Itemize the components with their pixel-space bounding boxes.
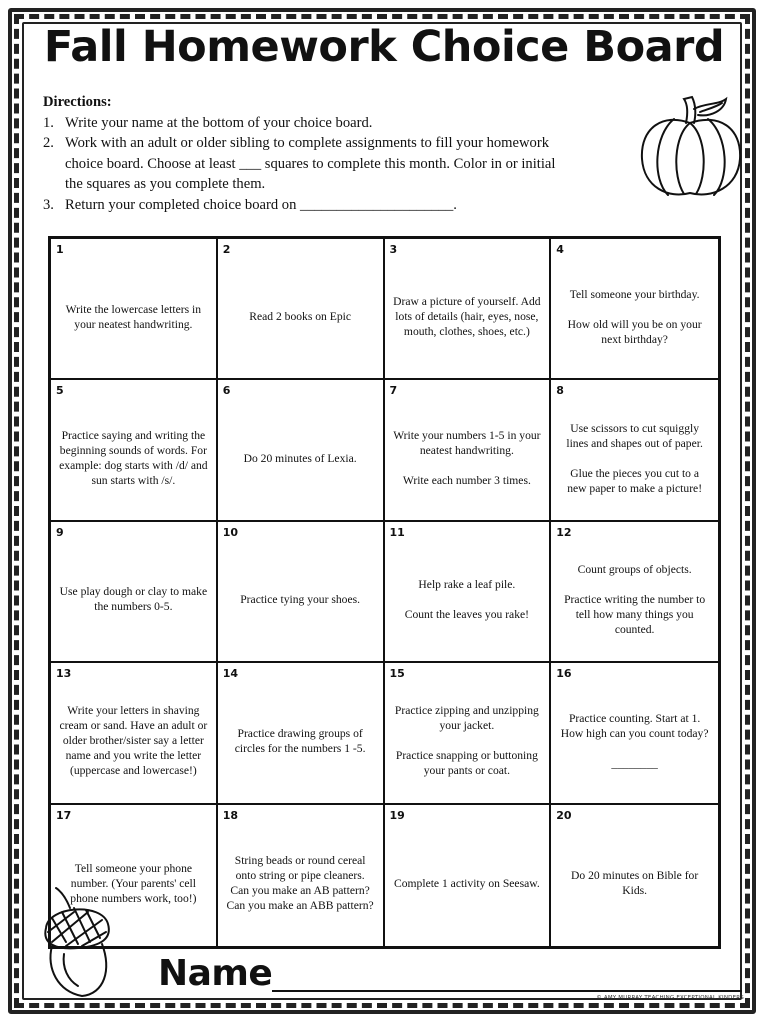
square-number: 1 <box>56 243 64 256</box>
choice-square[interactable] <box>551 522 718 663</box>
square-number: 17 <box>56 808 72 822</box>
choice-square[interactable] <box>551 663 718 804</box>
choice-square[interactable] <box>385 380 552 521</box>
directions <box>43 92 563 215</box>
square-text: Read 2 books on Epic <box>249 310 351 324</box>
copyright-text: © AMY MURRAY TEACHING EXCEPTIONAL KINDERS <box>596 995 744 1001</box>
square-text: Practice saying and writing the beginning sounds of words. For example: dog starts with /d/ and sun starts with /s/. <box>59 429 208 488</box>
direction-item <box>43 195 563 216</box>
square-text: Count groups of objects. Practice writing the number to tell how many things you counted. <box>564 562 706 636</box>
square-number: 18 <box>222 808 239 822</box>
square-text: Practice tying your shoes. <box>240 592 361 606</box>
square-text: Practice drawing groups of circles for the numbers 1 -5. <box>234 726 366 755</box>
name-label: Name <box>158 953 273 994</box>
direction-number: 3. <box>43 196 54 213</box>
choice-square[interactable] <box>218 522 385 663</box>
square-text: Do 20 minutes on Bible for Kids. <box>571 869 699 898</box>
square-text: Write your numbers 1-5 in your neatest handwriting. Write each number 3 times. <box>393 429 541 488</box>
square-number: 13 <box>56 667 72 681</box>
square-number: 5 <box>56 384 64 398</box>
square-number: 20 <box>556 808 572 822</box>
square-number: 11 <box>389 525 405 539</box>
pumpkin-icon <box>634 95 746 201</box>
directions-heading: Directions: <box>43 94 112 110</box>
square-text: Tell someone your birthday. How old will you be on your next birthday? <box>567 287 702 346</box>
square-text: Complete 1 activity on Seesaw. <box>394 876 540 890</box>
direction-number: 2. <box>43 135 54 151</box>
choice-square[interactable] <box>551 805 718 946</box>
square-text: Help rake a leaf pile. Count the leaves you rake! <box>404 577 530 621</box>
square-text: Use scissors to cut squiggly lines and shapes out of paper. Glue the pieces you cut to a new paper to make a picture! <box>566 421 703 495</box>
square-text: Use play dough or clay to make the numbers 0-5. <box>59 585 208 614</box>
choice-square[interactable] <box>51 663 218 804</box>
square-number: 10 <box>222 525 239 539</box>
direction-text: Work with an adult or older sibling to complete assignments to fill your homework choice board. Choose at least ___ squares to complete this month. Color in or initial the squares as you complete them. <box>65 135 556 192</box>
square-text: Write your letters in shaving cream or sand. Have an adult or older brother/sister say a letter name and you write the letter (uppercase and lowercase!) <box>59 704 208 778</box>
square-number: 7 <box>389 384 398 398</box>
choice-square[interactable] <box>385 522 552 663</box>
choice-board <box>48 236 721 949</box>
square-text: Do 20 minutes of Lexia. <box>243 451 357 465</box>
square-number: 12 <box>556 525 572 539</box>
choice-square[interactable] <box>51 239 218 380</box>
name-write-line[interactable] <box>272 990 742 992</box>
choice-square[interactable] <box>218 663 385 804</box>
square-number: 14 <box>222 667 239 681</box>
acorn-icon <box>22 884 126 1004</box>
choice-square[interactable] <box>385 239 552 380</box>
square-number: 16 <box>556 667 572 681</box>
square-number: 6 <box>222 384 231 398</box>
square-number: 8 <box>556 384 564 398</box>
square-number: 19 <box>389 808 405 822</box>
direction-number: 1. <box>43 114 54 131</box>
square-text: Tell someone your phone number. (Your parents' cell phone numbers work, too!) <box>70 861 197 905</box>
choice-square[interactable] <box>385 805 552 946</box>
choice-square[interactable] <box>551 380 718 521</box>
square-text: Practice counting. Start at 1. How high can you count today? ________ <box>560 711 709 770</box>
square-number: 4 <box>556 243 564 256</box>
choice-square[interactable] <box>218 239 385 380</box>
direction-text: Write your name at the bottom of your choice board. <box>65 114 373 131</box>
direction-item <box>43 133 563 195</box>
square-text: String beads or round cereal onto string or pipe cleaners. Can you make an AB pattern? Can you make an ABB pattern? <box>226 854 374 913</box>
choice-square[interactable] <box>385 663 552 804</box>
choice-square[interactable] <box>218 805 385 946</box>
page-title: Fall Homework Choice Board <box>43 22 725 72</box>
square-text: Write the lowercase letters in your neatest handwriting. <box>65 302 202 331</box>
square-text: Practice zipping and unzipping your jacket. Practice snapping or buttoning your pants or coat. <box>394 704 539 778</box>
choice-square[interactable] <box>51 522 218 663</box>
choice-square[interactable] <box>218 380 385 521</box>
direction-text: Return your completed choice board on _____________________. <box>65 196 457 213</box>
square-number: 3 <box>389 243 398 256</box>
square-number: 9 <box>56 525 64 539</box>
square-text: Draw a picture of yourself. Add lots of details (hair, eyes, nose, mouth, clothes, shoes, etc.) <box>393 295 541 339</box>
choice-square[interactable] <box>51 380 218 521</box>
square-number: 15 <box>389 667 405 681</box>
square-number: 2 <box>222 243 231 256</box>
choice-square[interactable] <box>551 239 718 380</box>
direction-item <box>43 113 563 134</box>
